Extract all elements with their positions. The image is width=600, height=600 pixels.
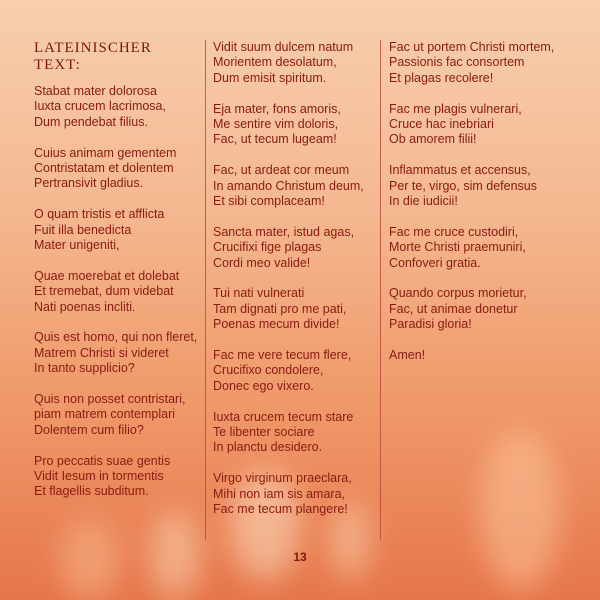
verse-line: Ob amorem filii!: [389, 132, 477, 147]
verse-line: Donec ego vixero.: [213, 378, 314, 393]
stanza: [213, 348, 378, 394]
verse-line: Et flagellis subditum.: [34, 484, 149, 499]
verse-line: piam matrem contemplari: [34, 407, 176, 422]
verse-line: Stabat mater dolorosa: [34, 84, 157, 98]
verse-line: Fac me plagis vulnerari,: [389, 101, 522, 116]
stanza: [34, 269, 199, 315]
verse-line: Paradisi gloria!: [389, 317, 472, 332]
stanza: [213, 286, 378, 332]
stanza: [213, 40, 378, 86]
verse-line: Fac, ut animae donetur: [389, 301, 518, 316]
stanza: [389, 102, 569, 148]
stanza: [34, 454, 199, 500]
verse-line: Mater unigeniti,: [34, 238, 120, 253]
stanza: [34, 392, 199, 438]
verse-line: Fac, ut ardeat cor meum: [213, 163, 350, 178]
verse-line: Mihi non iam sis amara,: [213, 486, 345, 501]
verse-line: Cordi meo valide!: [213, 255, 311, 270]
verse-line: In planctu desidero.: [213, 440, 323, 455]
verse-line: Per te, virgo, sim defensus: [389, 178, 537, 193]
verse-line: Sancta mater, istud agas,: [213, 224, 355, 239]
stanza: [389, 40, 569, 86]
verse-line: Morte Christi praemuniri,: [389, 240, 526, 255]
verse-line: Vidit suum dulcem natum: [213, 40, 354, 54]
verse-line: Eja mater, fons amoris,: [213, 101, 341, 116]
verse-line: Iuxta crucem lacrimosa,: [34, 99, 166, 114]
verse-line: Nati poenas incliti.: [34, 299, 136, 314]
verse-line: Pertransivit gladius.: [34, 176, 144, 191]
verse-line: Et plagas recolere!: [389, 70, 494, 85]
verse-line: Tam dignati pro me pati,: [213, 301, 347, 316]
text-column-3: [389, 40, 569, 379]
verse-line: Iuxta crucem tecum stare: [213, 409, 354, 424]
stanza: [213, 163, 378, 209]
stanza: [389, 286, 569, 332]
verse-line: Contristatam et dolentem: [34, 161, 174, 176]
verse-line: Morientem desolatum,: [213, 55, 337, 70]
text-column-1: [34, 40, 199, 515]
verse-line: In amando Christum deum,: [213, 178, 364, 193]
verse-line: Amen!: [389, 348, 426, 363]
stanza: [34, 146, 199, 192]
verse-line: Confoveri gratia.: [389, 255, 481, 270]
stanza: [213, 410, 378, 456]
verse-line: Dum pendebat filius.: [34, 114, 148, 129]
verse-line: Et tremebat, dum videbat: [34, 284, 174, 299]
heading-line: TEXT:: [34, 57, 81, 73]
verse-line: Et sibi complaceam!: [213, 194, 325, 209]
verse-line: Fac ut portem Christi mortem,: [389, 40, 555, 54]
verse-line: Virgo virginum praeclara,: [213, 471, 352, 486]
verse-line: Cuius animam gementem: [34, 145, 177, 160]
column-divider-2: [380, 40, 381, 540]
verse-line: Pro peccatis suae gentis: [34, 453, 171, 468]
verse-line: Crucifixo condolere,: [213, 363, 324, 378]
column-divider-1: [205, 40, 206, 540]
verse-line: Fac me tecum plangere!: [213, 502, 348, 517]
verse-line: Matrem Christi si videret: [34, 345, 169, 360]
verse-line: Vidit Iesum in tormentis: [34, 469, 164, 484]
stanza: [389, 225, 569, 271]
stanza: [213, 102, 378, 148]
verse-line: Cruce hac inebriari: [389, 117, 494, 132]
stanza: [213, 471, 378, 517]
verse-line: Quis non posset contristari,: [34, 392, 186, 407]
verse-line: Fac me cruce custodiri,: [389, 224, 519, 239]
verse-line: Tui nati vulnerati: [213, 286, 305, 301]
page-number: 13: [293, 550, 307, 564]
verse-line: Inflammatus et accensus,: [389, 163, 531, 178]
verse-line: Fac me vere tecum flere,: [213, 348, 352, 363]
heading-line: LATEINISCHER: [34, 40, 152, 56]
verse-line: In tanto supplicio?: [34, 361, 135, 376]
verse-line: Passionis fac consortem: [389, 55, 525, 70]
section-heading: [34, 40, 199, 74]
verse-line: Quando corpus morietur,: [389, 286, 527, 301]
stanza: [389, 348, 569, 363]
verse-line: Quis est homo, qui non fleret,: [34, 330, 198, 345]
verse-line: Fuit illa benedicta: [34, 222, 132, 237]
verse-line: Quae moerebat et dolebat: [34, 268, 180, 283]
verse-line: Dum emisit spiritum.: [213, 70, 327, 85]
verse-line: Crucifixi fige plagas: [213, 240, 322, 255]
stanza: [34, 330, 199, 376]
verse-line: Fac, ut tecum lugeam!: [213, 132, 337, 147]
stanza: [389, 163, 569, 209]
verse-line: Poenas mecum divide!: [213, 317, 340, 332]
stanza: [34, 84, 199, 130]
verse-line: In die iudicii!: [389, 194, 458, 209]
text-column-2: [213, 40, 378, 533]
stanza: [34, 207, 199, 253]
verse-line: Te libenter sociare: [213, 425, 315, 440]
verse-line: Dolentem cum filio?: [34, 422, 144, 437]
verse-line: O quam tristis et afflicta: [34, 207, 165, 222]
candle-glow: [480, 430, 560, 590]
stanza: [213, 225, 378, 271]
verse-line: Me sentire vim doloris,: [213, 117, 339, 132]
